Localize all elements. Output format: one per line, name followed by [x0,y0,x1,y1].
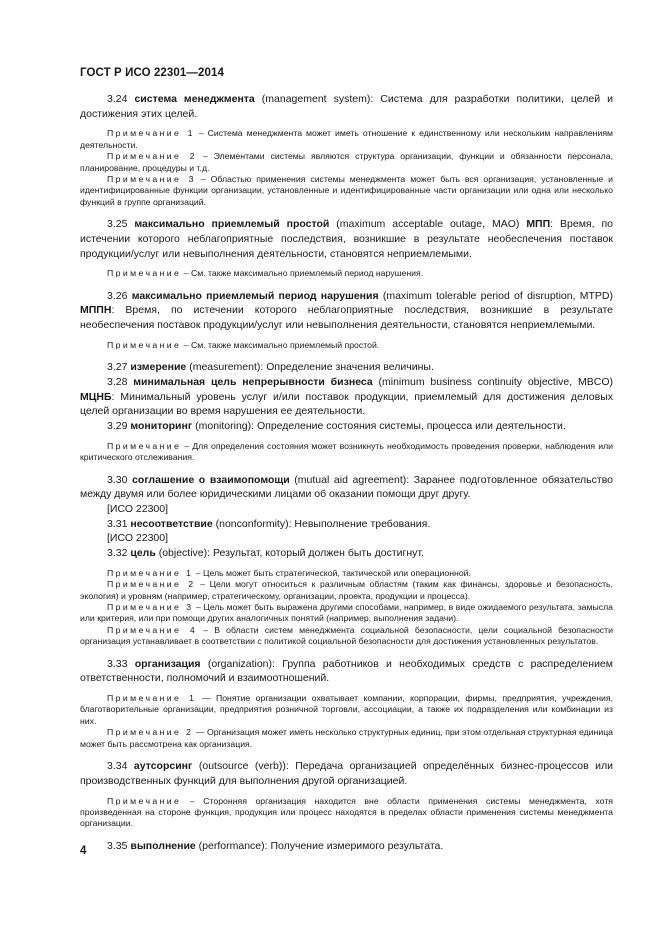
term-entry-3-34: 3.34 аутсорсинг (outsource (verb)): Передача организацией определённых бизнес-процессов или производственных функций для выполнения другой организацией. [80,760,613,787]
term-entry-3-24: 3.24 система менеджмента (management system): Система для разработки политики, целей и достижения этих целей. [80,93,613,120]
term-entry-3-31: 3.31 несоответствие (nonconformity): Невыполнение требования. [107,517,431,530]
term-entry-3-28: 3.28 минимальная цель непрерывности бизнеса (minimum business continuity objective, MBCO) МЦНБ: Минимальный уровень услуг и/или поставок продукции, приемлемый для достижения деловых целей организации во время нарушения ее деятельности. [80,375,613,418]
note-3-33-2: Примечание 2 — Организация может иметь несколько структурных единиц, при этом отдельная структурная единица может быть рассмотрена как организация. [80,727,613,749]
term-entry-3-27: 3.27 измерение (measurement): Определение значения величины. [107,361,434,374]
reference-3-30: [ИСО 22300] [107,503,169,516]
note-3-32-2: Примечание 2 – Цели могут относиться к различным областям (таким как финансы, здоровье и безопасность, экология) и уровням (например, стратегическому, организации, проекта, продукции и процесса). [80,579,613,601]
note-3-26: Примечание – См. также максимально приемлемый простой. [107,339,380,350]
term-entry-3-25: 3.25 максимально приемлемый простой (maximum acceptable outage, MAO) МПП: Время, по истечении которого неблагоприятные последствия, возникшие в результате необеспечения поставок продукции/услуг или невыполнения деятельности, становятся неприемлемыми. [80,218,613,260]
note-3-33-1: Примечание 1 — Понятие организации охватывает компании, корпорации, фирмы, предприятия, учреждения, благотворительные организации, предприятия розничной торговли, ассоциации, а также их подразделения или комбинации из них. [80,693,613,726]
note-3-24-3: Примечание 3 – Областью применения системы менеджмента может быть вся организация, установленные и идентифицированные функции организации, установленные и идентифицированные части организации или одна или несколько функций в группе организаций. [80,174,613,207]
document-header: ГОСТ Р ИСО 22301—2014 [80,67,225,79]
term-entry-3-33: 3.33 организация (organization): Группа работников и необходимых средств с распределением ответственности, полномочий и взаимоотношений. [80,657,613,685]
term: система менеджмента [134,93,255,105]
document-body [80,92,613,853]
term-entry-3-30: 3.30 соглашение о взаимопомощи (mutual aid agreement): Заранее подготовленное обязательство между двумя или более юридическими лицами об оказании помощи друг другу. [80,473,613,501]
note-3-24-2: Примечание 2 – Элементами системы являются структура организации, функции и обязанности персонала, планирование, процедуры и т.д. [80,151,613,173]
note-3-29: Примечание – Для определения состояния может возникнуть необходимость проведения проверки, наблюдения или критического отслеживания. [80,440,613,463]
reference-3-31: [ИСО 22300] [107,532,169,545]
term-entry-3-26: 3.26 максимально приемлемый период нарушения (maximum tolerable period of disruption, MTPD) МППН: Время, по истечении которого неблагоприятные последствия, возникшие в результате необеспечения поставок продукции/услуг или невыполнения деятельности, становятся неприемлемыми. [80,289,614,332]
note-3-24-1: Примечание 1 – Система менеджмента может иметь отношение к единственному или нескольким направлениям деятельности. [80,128,613,150]
page-number: 4 [80,845,87,857]
term-entry-3-35: 3.35 выполнение (performance): Получение измеримого результата. [107,839,444,852]
note-3-34: Примечание – Сторонняя организация находится вне области применения системы менеджмента, хотя произведенная на стороне функция, продукция или процесс находятся в пределах области применения системы менеджмента организации. [80,795,613,829]
term-entry-3-29: 3.29 мониторинг (monitoring): Определение состояния системы, процесса или деятельности. [107,420,566,433]
note-3-25: Примечание – См. также максимально приемлемый период нарушения. [107,268,424,279]
term-entry-3-32: 3.32 цель (objective): Результат, который должен быть достигнут. [107,547,424,560]
note-3-32-3: Примечание 3 – Цель может быть выражена другими способами, например, в виде ожидаемого результата, замысла или критерия, или при помощи других аналогичных понятий (например, выполнения задачи). [80,602,613,624]
note-3-32-1: Примечание 1 – Цель может быть стратегической, тактической или операционной. [107,567,471,578]
note-3-32-4: Примечание 4 – В области систем менеджмента социальной безопасности, цели социальной безопасности организация устанавливает в соответствии с политикой социальной безопасности для достижения установленных результатов. [80,624,613,647]
